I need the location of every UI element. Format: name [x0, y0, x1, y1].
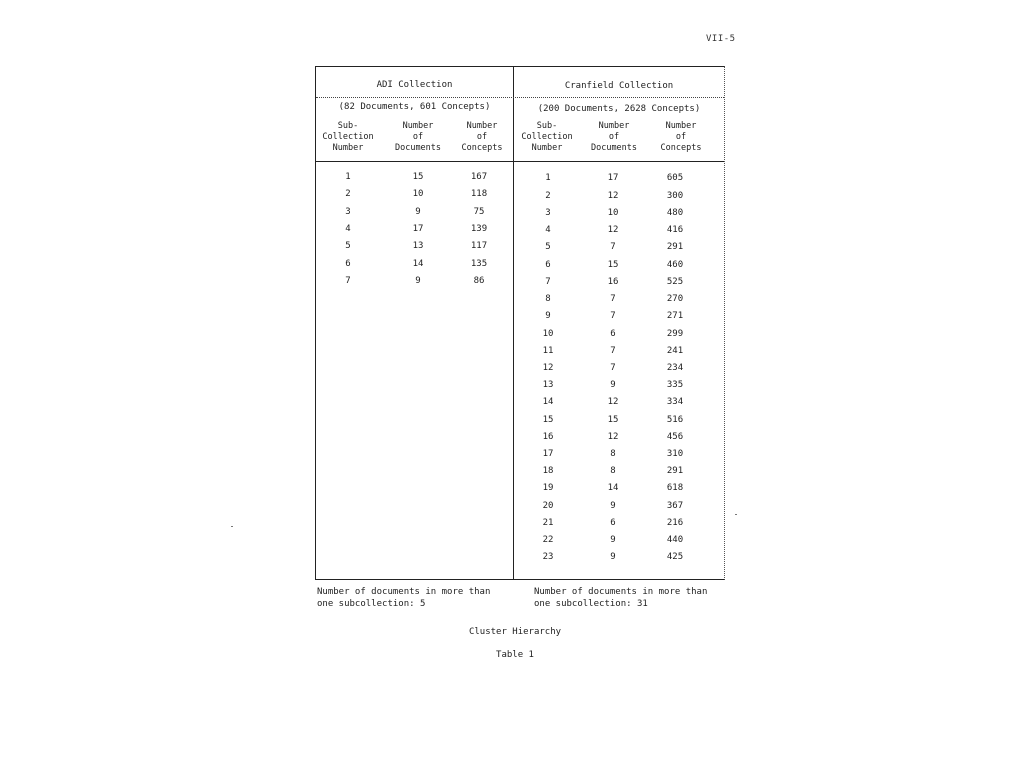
left-document-count: 9 [415, 207, 421, 217]
right-document-count: 9 [610, 552, 616, 562]
right-document-count: 7 [610, 311, 616, 321]
right-concept-count: 367 [666, 501, 684, 511]
left-document-count: 9 [415, 276, 421, 286]
table-caption-title: Cluster Hierarchy [468, 627, 562, 637]
right-document-count: 7 [610, 242, 616, 252]
right-concept-count: 299 [666, 329, 684, 339]
right-subcollection-number: 8 [545, 294, 551, 304]
right-document-count: 7 [610, 346, 616, 356]
right-concept-count: 618 [666, 483, 684, 493]
page-number: VII-5 [706, 34, 736, 44]
right-concept-count: 310 [666, 449, 684, 459]
right-subcollection-number: 15 [542, 415, 554, 425]
right-header-subcollection: Sub- Collection Number [521, 121, 573, 153]
right-concept-count: 335 [666, 380, 684, 390]
right-document-count: 7 [610, 363, 616, 373]
left-subcollection-number: 1 [345, 172, 351, 182]
right-concept-count: 525 [666, 277, 684, 287]
scan-speck [735, 514, 737, 515]
right-subcollection-number: 18 [542, 466, 554, 476]
left-document-count: 15 [412, 172, 424, 182]
cluster-table [315, 66, 725, 580]
right-subcollection-number: 9 [545, 311, 551, 321]
right-document-count: 15 [607, 260, 619, 270]
right-concept-count: 270 [666, 294, 684, 304]
right-subcollection-number: 10 [542, 329, 554, 339]
right-subcollection-number: 4 [545, 225, 551, 235]
scan-speck [231, 526, 233, 527]
right-concept-count: 334 [666, 397, 684, 407]
left-subcollection-number: 5 [345, 241, 351, 251]
right-document-count: 7 [610, 294, 616, 304]
header-rule [316, 161, 724, 162]
right-subcollection-number: 2 [545, 191, 551, 201]
right-concept-count: 300 [666, 191, 684, 201]
right-document-count: 12 [607, 432, 619, 442]
right-concept-count: 291 [666, 466, 684, 476]
right-concept-count: 605 [666, 173, 684, 183]
right-document-count: 15 [607, 415, 619, 425]
right-subcollection-number: 7 [545, 277, 551, 287]
left-collection-subtitle: (82 Documents, 601 Concepts) [338, 102, 491, 112]
right-subcollection-number: 16 [542, 432, 554, 442]
right-document-count: 9 [610, 535, 616, 545]
left-concept-count: 117 [470, 241, 488, 251]
right-document-count: 16 [607, 277, 619, 287]
left-concept-count: 139 [470, 224, 488, 234]
right-subcollection-number: 11 [542, 346, 554, 356]
right-subcollection-number: 1 [545, 173, 551, 183]
left-concept-count: 167 [470, 172, 488, 182]
left-collection-title: ADI Collection [376, 80, 453, 90]
left-footnote: Number of documents in more than one subcollection: 5 [317, 587, 491, 609]
right-concept-count: 291 [666, 242, 684, 252]
right-concept-count: 416 [666, 225, 684, 235]
right-concept-count: 480 [666, 208, 684, 218]
left-subcollection-number: 3 [345, 207, 351, 217]
right-subcollection-number: 3 [545, 208, 551, 218]
right-concept-count: 516 [666, 415, 684, 425]
right-concept-count: 216 [666, 518, 684, 528]
left-concept-count: 135 [470, 259, 488, 269]
right-collection-title: Cranfield Collection [564, 81, 674, 91]
left-concept-count: 75 [473, 207, 485, 217]
left-header-subcollection: Sub- Collection Number [322, 121, 374, 153]
left-subcollection-number: 6 [345, 259, 351, 269]
right-document-count: 12 [607, 397, 619, 407]
right-document-count: 17 [607, 173, 619, 183]
title-rule [316, 97, 724, 98]
right-header-documents: Number of Documents [590, 121, 638, 153]
right-subcollection-number: 21 [542, 518, 554, 528]
right-subcollection-number: 13 [542, 380, 554, 390]
right-subcollection-number: 20 [542, 501, 554, 511]
left-concept-count: 86 [473, 276, 485, 286]
left-concept-count: 118 [470, 189, 488, 199]
right-document-count: 12 [607, 225, 619, 235]
right-subcollection-number: 14 [542, 397, 554, 407]
left-document-count: 14 [412, 259, 424, 269]
right-subcollection-number: 23 [542, 552, 554, 562]
right-document-count: 12 [607, 191, 619, 201]
right-concept-count: 234 [666, 363, 684, 373]
left-document-count: 17 [412, 224, 424, 234]
left-document-count: 10 [412, 189, 424, 199]
right-concept-count: 456 [666, 432, 684, 442]
left-subcollection-number: 7 [345, 276, 351, 286]
left-header-concepts: Number of Concepts [461, 121, 503, 153]
left-subcollection-number: 2 [345, 189, 351, 199]
right-concept-count: 460 [666, 260, 684, 270]
right-subcollection-number: 22 [542, 535, 554, 545]
right-document-count: 14 [607, 483, 619, 493]
right-subcollection-number: 6 [545, 260, 551, 270]
right-document-count: 9 [610, 380, 616, 390]
right-concept-count: 440 [666, 535, 684, 545]
collection-divider [513, 67, 514, 579]
right-subcollection-number: 12 [542, 363, 554, 373]
right-collection-subtitle: (200 Documents, 2628 Concepts) [537, 104, 701, 114]
left-header-documents: Number of Documents [394, 121, 442, 153]
right-document-count: 6 [610, 329, 616, 339]
right-concept-count: 425 [666, 552, 684, 562]
right-document-count: 10 [607, 208, 619, 218]
left-document-count: 13 [412, 241, 424, 251]
right-document-count: 9 [610, 501, 616, 511]
right-footnote: Number of documents in more than one subcollection: 31 [534, 587, 708, 609]
right-header-concepts: Number of Concepts [660, 121, 702, 153]
right-document-count: 8 [610, 466, 616, 476]
table-caption-label: Table 1 [496, 650, 534, 660]
right-concept-count: 241 [666, 346, 684, 356]
right-concept-count: 271 [666, 311, 684, 321]
right-document-count: 6 [610, 518, 616, 528]
right-subcollection-number: 5 [545, 242, 551, 252]
right-document-count: 8 [610, 449, 616, 459]
right-subcollection-number: 17 [542, 449, 554, 459]
left-subcollection-number: 4 [345, 224, 351, 234]
right-subcollection-number: 19 [542, 483, 554, 493]
